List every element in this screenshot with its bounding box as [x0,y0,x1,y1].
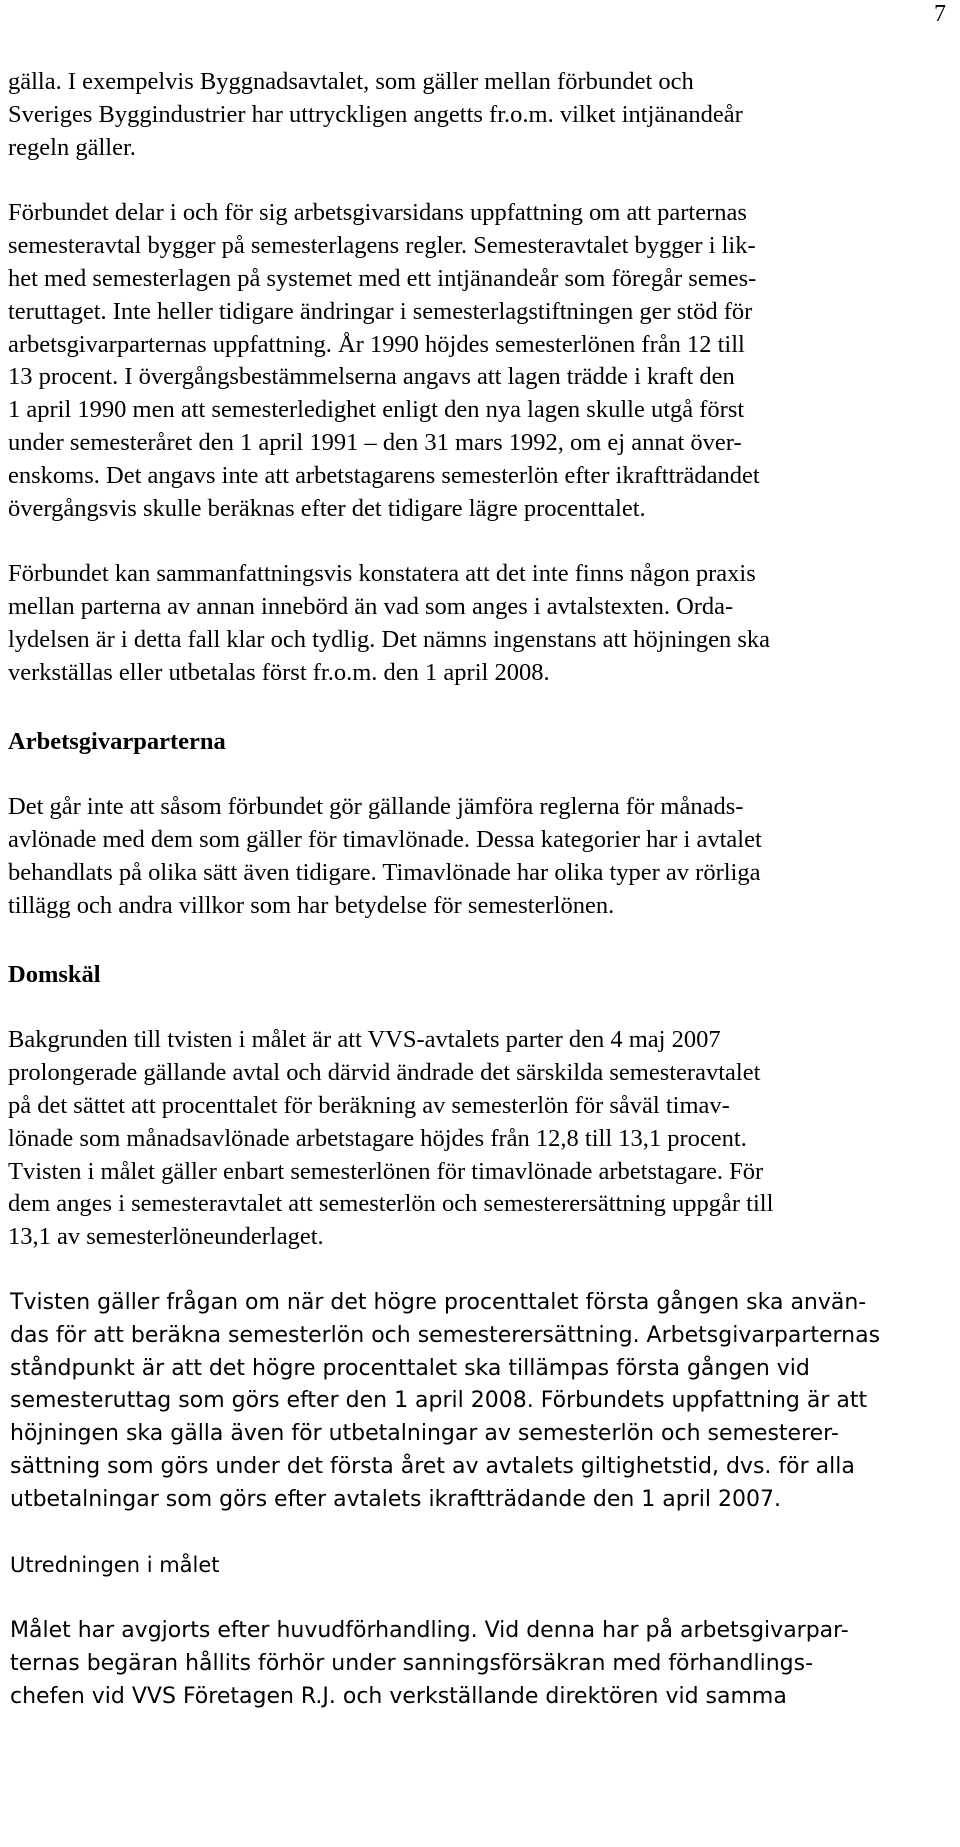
text-line: Det går inte att såsom förbundet gör gällande jämföra reglerna för månads- [8,793,744,821]
heading-utredningen: Utredningen i målet [10,1553,220,1578]
paragraph-1 [8,66,954,164]
text-line: under semesteråret den 1 april 1991 – den 31 mars 1992, om ej annat över- [8,428,742,456]
heading-domskal: Domskäl [8,960,101,988]
text-line: ternas begäran hållits förhör under sanningsförsäkran med förhandlings- [10,1651,814,1677]
text-line: Sveriges Byggindustrier har uttryckligen angetts fr.o.m. vilket intjänandeår [8,100,743,128]
text-line: Förbundet kan sammanfattningsvis konstatera att det inte finns någon praxis [8,560,756,588]
text-line: 13,1 av semesterlöneunderlaget. [8,1223,324,1251]
text-line: behandlats på olika sätt även tidigare. Timavlönade har olika typer av rörliga [8,858,761,886]
text-line: Tvisten i målet gäller enbart semesterlönen för timavlönade arbetstagare. För [8,1157,764,1185]
text-line: lydelsen är i detta fall klar och tydlig. Det nämns ingenstans att höjningen ska [8,625,771,653]
text-line: Tvisten gäller frågan om när det högre procenttalet första gången ska använ- [10,1289,867,1315]
text-line: teruttaget. Inte heller tidigare ändringar i semesterlagstiftningen ger stöd för [8,297,753,325]
text-line: övergångsvis skulle beräknas efter det tidigare lägre procenttalet. [8,494,646,522]
text-line: semesteruttag som görs efter den 1 april 2008. Förbundets uppfattning är att [10,1388,868,1414]
text-line: tillägg och andra villkor som har betydelse för semesterlönen. [8,891,615,919]
text-line: prolongerade gällande avtal och därvid ändrade det särskilda semesteravtalet [8,1059,761,1087]
text-line: het med semesterlagen på systemet med ett intjänandeår som föregår semes- [8,264,757,292]
text-line: mellan parterna av annan innebörd än vad som anges i avtalstexten. Orda- [8,593,734,621]
heading-arbetsgivarparterna: Arbetsgivarparterna [8,727,226,755]
text-line: Bakgrunden till tvisten i målet är att VVS-avtalets parter den 4 maj 2007 [8,1026,721,1054]
text-line: utbetalningar som görs efter avtalets ikraftträdande den 1 april 2007. [10,1486,781,1512]
text-line: Förbundet delar i och för sig arbetsgivarsidans uppfattning om att parternas [8,199,747,227]
text-line: chefen vid VVS Företagen R.J. och verkställande direktören vid samma [10,1683,787,1709]
paragraph-domskal-1 [8,1024,954,1254]
text-line: sättning som görs under det första året av avtalets giltighetstid, dvs. för alla [10,1453,855,1479]
text-line: das för att beräkna semesterlön och semesterersättning. Arbetsgivarparternas [10,1322,881,1348]
text-line: avlönade med dem som gäller för timavlönade. Dessa kategorier har i avtalet [8,826,762,854]
paragraph-domskal-2 [8,1287,954,1517]
text-line: enskoms. Det angavs inte att arbetstagarens semesterlön efter ikraftträdandet [8,461,760,489]
text-line: på det sättet att procenttalet för beräkning av semesterlön för såväl timav- [8,1091,730,1119]
text-line: gälla. I exempelvis Byggnadsavtalet, som gäller mellan förbundet och [8,68,694,95]
document-body [8,66,954,1714]
text-line: 1 april 1990 men att semesterledighet enligt den nya lagen skulle utgå först [8,396,745,424]
paragraph-arbetsgivarparterna [8,791,954,922]
text-line: 13 procent. I övergångsbestämmelserna angavs att lagen trädde i kraft den [8,363,735,391]
text-line: ståndpunkt är att det högre procenttalet ska tillämpas första gången vid [10,1355,810,1381]
text-line: Målet har avgjorts efter huvudförhandling. Vid denna har på arbetsgivarpar- [10,1618,849,1644]
text-line: regeln gäller. [8,133,136,161]
paragraph-3 [8,558,954,689]
text-line: verkställas eller utbetalas först fr.o.m. den 1 april 2008. [8,658,550,686]
paragraph-utredningen [8,1615,954,1713]
text-line: arbetsgivarparternas uppfattning. År 1990 höjdes semesterlönen från 12 till [8,330,745,358]
paragraph-2 [8,197,954,525]
text-line: semesteravtal bygger på semesterlagens regler. Semesteravtalet bygger i lik- [8,232,756,260]
text-line: höjningen ska gälla även för utbetalningar av semesterlön och semesterer- [10,1421,839,1447]
text-line: lönade som månadsavlönade arbetstagare höjdes från 12,8 till 13,1 procent. [8,1124,747,1152]
text-line: dem anges i semesteravtalet att semesterlön och semesterersättning uppgår till [8,1190,774,1218]
page-number: 7 [934,1,946,27]
